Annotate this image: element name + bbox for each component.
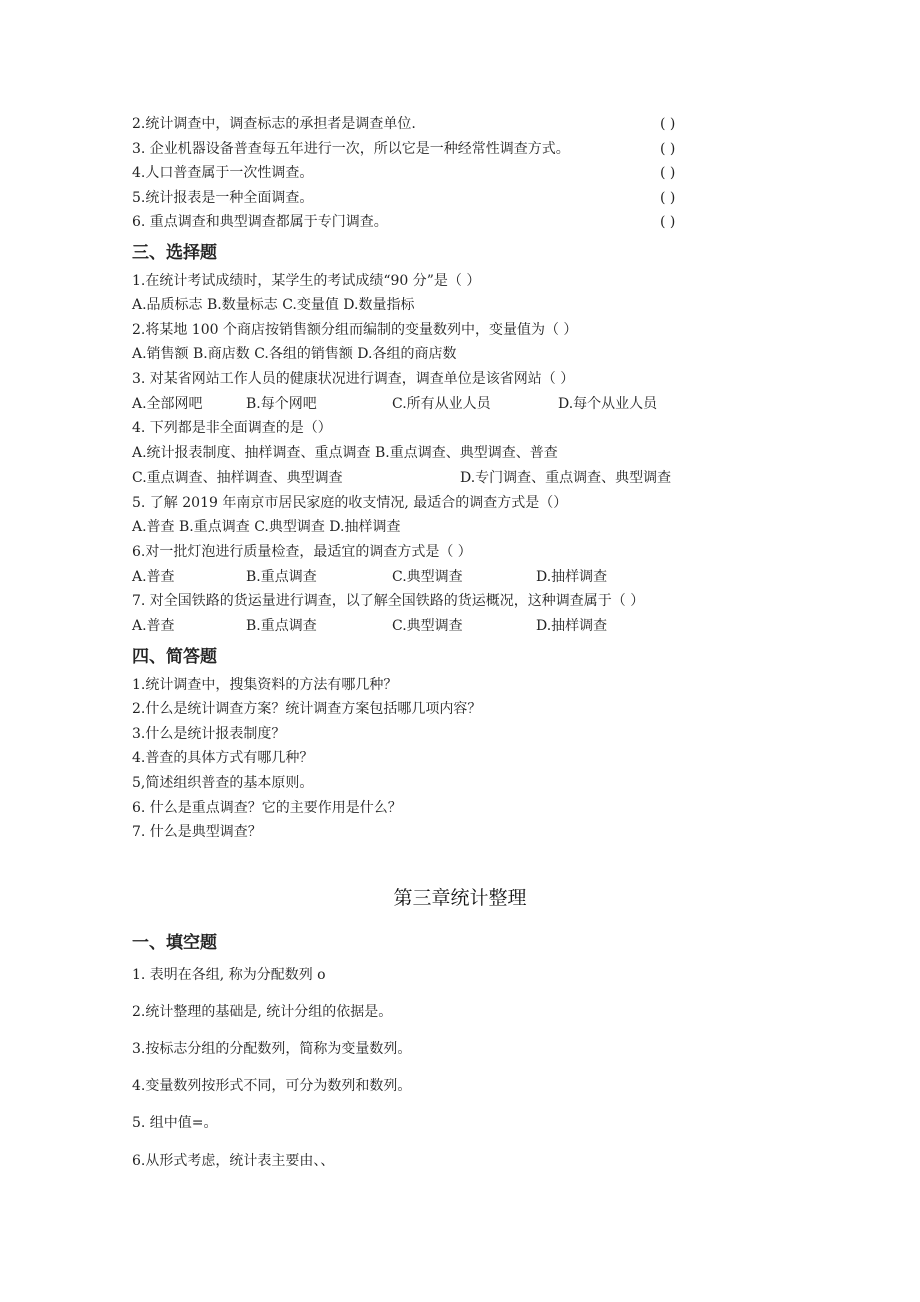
choice-question-7: 7. 对全国铁路的货运量进行调查，以了解全国铁路的货运概况，这种调查属于（ ） <box>132 593 645 609</box>
choice-question-1: 1.在统计考试成绩时，某学生的考试成绩“90 分”是（ ） <box>132 273 481 289</box>
choice-question-5: 5. 了解 2019 年南京市居民家庭的收支情况, 最适合的调查方式是（） <box>132 495 568 511</box>
option-c: C.典型调查 <box>392 618 463 634</box>
fill-item-3: 3.按标志分组的分配数列，简称为变量数列。 <box>132 1041 412 1057</box>
choice-question-3: 3. 对某省网站工作人员的健康状况进行调查，调查单位是该省网站（ ） <box>132 371 575 387</box>
judge-item-6: 6. 重点调查和典型调查都属于专门调查。 <box>132 214 388 230</box>
choice-question-6: 6.对一批灯泡进行质量检查，最适宜的调查方式是（ ） <box>132 544 472 560</box>
option-d: D.专门调查、重点调查、典型调查 <box>460 470 672 486</box>
short-question-2: 2.什么是统计调查方案？统计调查方案包括哪几项内容？ <box>132 701 482 717</box>
judge-item-5: 5.统计报表是一种全面调查。 <box>132 190 314 206</box>
answer-bracket: ( ) <box>660 165 676 181</box>
answer-bracket: ( ) <box>660 214 676 230</box>
fill-item-5: 5. 组中值=。 <box>132 1115 218 1131</box>
answer-bracket: ( ) <box>660 190 676 206</box>
judge-item-3: 3. 企业机器设备普查每五年进行一次，所以它是一种经常性调查方式。 <box>132 141 570 157</box>
option-d: D.每个从业人员 <box>558 396 658 412</box>
option-a: A.全部网吧 <box>132 396 203 412</box>
short-question-6: 6. 什么是重点调查？它的主要作用是什么？ <box>132 800 402 816</box>
choice-options-1: A.品质标志 B.数量标志 C.变量值 D.数量指标 <box>132 297 415 313</box>
fill-item-1: 1. 表明在各组, 称为分配数列 o <box>132 967 326 983</box>
answer-bracket: ( ) <box>660 116 676 132</box>
section-heading-short-answer: 四、简答题 <box>132 647 217 667</box>
option-b: B.重点调查 <box>246 569 317 585</box>
option-b: B.每个网吧 <box>246 396 317 412</box>
short-question-7: 7. 什么是典型调查？ <box>132 824 262 840</box>
option-d: D.抽样调查 <box>536 569 608 585</box>
chapter-title: 第三章统计整理 <box>393 887 527 909</box>
option-d: D.抽样调查 <box>536 618 608 634</box>
judge-item-4: 4.人口普查属于一次性调查。 <box>132 165 314 181</box>
option-c: C.典型调查 <box>392 569 463 585</box>
option-c: C.所有从业人员 <box>392 396 491 412</box>
short-question-5: 5,简述组织普查的基本原则。 <box>132 775 314 791</box>
option-a: A.普查 <box>132 618 175 634</box>
section-heading-fill-blank: 一、填空题 <box>132 933 217 953</box>
choice-question-2: 2.将某地 100 个商店按销售额分组而编制的变量数列中，变量值为（ ） <box>132 322 578 338</box>
short-question-4: 4.普查的具体方式有哪几种？ <box>132 750 314 766</box>
choice-options-5: A.普查 B.重点调查 C.典型调查 D.抽样调查 <box>132 519 401 535</box>
option-c: C.重点调查、抽样调查、典型调查 <box>132 470 343 486</box>
choice-options-4-line1: A.统计报表制度、抽样调查、重点调查 B.重点调查、典型调查、普查 <box>132 445 558 461</box>
fill-item-2: 2.统计整理的基础是, 统计分组的依据是。 <box>132 1004 393 1020</box>
fill-item-4: 4.变量数列按形式不同，可分为数列和数列。 <box>132 1078 412 1094</box>
fill-item-6: 6.从形式考虑，统计表主要由、、 <box>132 1153 335 1169</box>
choice-question-4: 4. 下列都是非全面调查的是（） <box>132 420 332 436</box>
option-a: A.普查 <box>132 569 175 585</box>
short-question-1: 1.统计调查中，搜集资料的方法有哪几种？ <box>132 677 398 693</box>
section-heading-choice: 三、选择题 <box>132 243 217 263</box>
choice-options-2: A.销售额 B.商店数 C.各组的销售额 D.各组的商店数 <box>132 346 457 362</box>
option-b: B.重点调查 <box>246 618 317 634</box>
judge-item-2: 2.统计调查中，调查标志的承担者是调查单位. <box>132 116 416 132</box>
short-question-3: 3.什么是统计报表制度？ <box>132 726 286 742</box>
answer-bracket: ( ) <box>660 141 676 157</box>
